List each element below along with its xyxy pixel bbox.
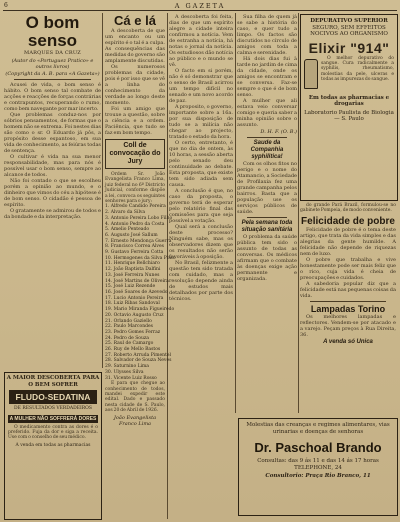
paragraph: A proposito, o governo, importante sobre a 16a. por sua disposição de tudo se a milícia não chegar ao projecto, tratado o estado da hora. <box>169 104 233 140</box>
paragraph: Acusei de vida, o bom senso é hábito. O bom senso tal combate de acções e reacções de forças contrárias e contrapuntos, recuperando o rumo, como bem navegante por mar incerto. <box>4 81 101 112</box>
list-item: 23. Pedro Gomes Ferraz <box>105 329 161 335</box>
column-3 <box>169 14 233 514</box>
paragraph: Não foi contado o que se escolheu porém a opinião ao mundo, e o dinheiro que vimos do céu a hipótese é de bom senso. O cidadão é pessoa de espírito. <box>4 177 101 208</box>
divider <box>247 137 287 138</box>
ad-footer: Laboratorio Paulista de Biologia — S. Paulo <box>304 109 394 122</box>
bottle-illustration <box>304 59 318 89</box>
masthead-rule <box>3 10 397 11</box>
author-name: MARQUES DA CRUZ <box>24 50 81 56</box>
paragraph: Foi um amigo que trouxe a questão, sobre a ciência e a ordem. Paciência, que tudo se faz em bom tempo. <box>105 106 165 136</box>
ad-top-line: SEGURO, SEM EFFEITOS <box>312 24 386 31</box>
article-title-felicidade: Felicidade de pobre <box>301 215 395 227</box>
ad-address: Consultorio: Praça Rio Branco, 11 <box>265 473 371 479</box>
column-divider <box>298 13 299 413</box>
column-1 <box>4 14 101 370</box>
list-item: 29. Saturnino Lima <box>105 364 149 370</box>
section-title-saude: Saude da Companhia syphilitica! <box>250 140 284 160</box>
doctor-name: Dr. Paschoal Brando <box>254 440 382 455</box>
ad-footer: A venda em todas as pharmacias <box>15 442 91 448</box>
author-note: (Autor do «Portuguez Pratico» e outros livros) <box>11 57 94 70</box>
list-item: 12. João Baptista Dalfini <box>105 267 161 273</box>
ad-body: O medicamento contra as dores é o preferido. Fuja da dor e siga a receita. Use com o conselho de seu médico. <box>8 424 98 441</box>
paragraph: O certo, entretanto, é que no dia de ontem, às 10 horas, a sessão aberta pelo senado deu continuidade ao debate. Esta proposta, que existe tem sido adiada sem causa. <box>169 140 233 188</box>
paragraph: Os melhores lampadas e reflectores. Vendem-se por atacado e a varejo. Peçam preços à Rua Direita, 36. <box>300 313 396 338</box>
ad-top-line: DEPURATIVO SUPERIOR <box>310 18 388 24</box>
paragraph: O problema da saúde pública tem sido o assunto de todas as conversas. Os médicos afirmam que o combate às doenças exige ação permanente e organizada. <box>237 234 297 282</box>
masthead <box>0 2 400 10</box>
list-item: 14. José Martins de Oliveira <box>105 278 169 284</box>
list-item: 24. Pedro de Souza <box>105 335 149 341</box>
ad-description: O melhor depurativo do sangue. Cura radicalmente a syphilis, rheumatismo, molestias da pele, ulceras e todas as impurezas do sangue. <box>321 55 394 83</box>
list-item: 4. Antonio Pedro da Costa <box>105 221 165 227</box>
paragraph: O pobre que trabalha e vive honestamente pode ser mais feliz que o rico, cuja vida é cheia de preocupações e cuidados. <box>300 256 396 281</box>
paragraph: No Brasil, felizmente a questão tem sido tratada com cuidado, mas a resolução depende ainda de estudos mais detalhados por parte dos técnicos. <box>169 260 233 302</box>
ad-product-name: Elixir "914" <box>308 39 390 56</box>
list-item: 26. Ruy de Mello Bastos <box>105 347 161 353</box>
paper-name: A GAZETA <box>174 2 226 10</box>
article-signature: D. H. F. (O. B.) <box>260 129 297 135</box>
paragraph: O gratamente se admirou de todos e da bondade e da interpretação. <box>4 207 101 220</box>
ad-top-line: NOCIVOS AO ORGANISMO <box>310 31 388 37</box>
list-item: 5. Amelio Penteado <box>105 227 150 233</box>
list-item: 11. Henrique Bellchiaro <box>105 261 160 267</box>
column-divider <box>102 13 103 368</box>
list-item: 10. Hermogenes da Silva Pinto <box>105 255 176 261</box>
list-item: 3. Antonio Pereira Lobo Filho <box>105 215 173 221</box>
list-item: 17. Lucio Antonio Pereira <box>105 295 164 301</box>
paragraph: Com os olhos fitos no perigo e o nome do Atamancio, a Sociedade de Profilaxia fez uma grande campanha pelos bairros. Basta que a população use os serviços públicos de saúde. <box>237 161 297 215</box>
list-item: 2. Alvaro da Silva <box>105 210 146 216</box>
paragraph: O cultivar é vida na sua menor responsabilidade, mas para nós é possível usar o bom senso, sempre ao alcance de todos. <box>4 153 101 178</box>
jury-section-box <box>105 139 165 169</box>
paragraph: O facto em si porém, não é só demonstrar que o senso de Brasil acirrou um tempo difícil no senado e um novo acordo de paz. <box>169 68 233 104</box>
ad-seller: Em todas as pharmacias e drogarias <box>308 94 390 107</box>
elixir-914-ad <box>300 14 398 201</box>
section-title-lampadas: Lampadas Torino <box>310 303 386 314</box>
jury-signature: João Evangelista Franco Lima <box>113 414 157 427</box>
paragraph: A descoberta de que um encanto ou um espírito é o tal é a culpa. As consequências das medidas do governo são amplamente discutidas. <box>105 28 165 64</box>
divider <box>310 301 386 302</box>
list-item: 21. Orlando Gaziello <box>105 318 152 324</box>
ad-sub-box: A MULHER NÃO SOFFRERÁ DORES <box>9 415 97 422</box>
column-2 <box>105 13 176 520</box>
doctor-ad <box>238 418 398 516</box>
paragraph: Sua filha de quem já se sabe a história do caso, e quer tudo a limpo. Os factos são discutidos no círculo de amigos com toda a calma e serenidade. <box>237 14 297 56</box>
fludo-sedatina-ad <box>4 372 102 520</box>
divider <box>247 217 287 218</box>
list-item: 8. Francisco Correa Alves <box>105 244 164 250</box>
jury-section-title: Coll de convocação do Jury <box>109 142 161 165</box>
divider <box>14 79 91 80</box>
list-item: 22. Paulo Marcondes <box>105 324 153 330</box>
paragraph: do grande Pará Brazil, formulou-se no gabinete Pompeia, de modo conveniente. <box>300 203 396 214</box>
column-4 <box>237 14 297 360</box>
paragraph: Felicidade de pobre é o tema deste artigo, que trata da vida simples e das alegrias da gente humilde. A felicidade não depende de riquezas nem de luxo. <box>300 226 396 257</box>
list-item: 25. Raul de Camargo <box>105 341 154 347</box>
paragraph: A descoberta foi feita, dias de que um espírito alegre a cidade inteira confirmou a notícia. Vem de estranha a notícia, há notas o jornal da notícia. Os estudiosos dão notícia ao público e o mundo se vê. <box>169 14 233 68</box>
ad-hours: Consultas: das 9 ás 11 e das 14 ás 17 horas <box>257 458 379 464</box>
paragraph: A conclusão é que, no caso da proposta, o governo terá de esperar pelo relatório final das comissões para que seja possível a votação. <box>169 188 233 224</box>
paragraph: Qual será a conclusão deste processo? Ninguém sabe, mas os observadores dizem que os resultados não serão favoráveis à oposição. <box>169 224 233 260</box>
list-item: 31. Vicente Luiz Rosso <box>105 375 157 381</box>
brand-line: A venda só Unica <box>323 338 373 345</box>
column-divider <box>167 13 168 519</box>
article-title-ca-e-la: Cá e lá <box>114 13 156 28</box>
page-number: 6 <box>4 2 8 9</box>
list-item: 9. Gustavo Ferreira Cotta <box>105 250 164 256</box>
section-title-semana: Pela semana toda situação sanitária <box>241 220 293 233</box>
ad-tagline: DE RESULTADOS VERDADEIROS <box>14 406 92 411</box>
list-item: 20. Octavio Augusto Cruz <box>105 312 164 318</box>
ad-top-text: Molestias das creanças e regimes alimentares, vias urinarias e doenças de senhoras <box>246 422 390 435</box>
column-5 <box>300 203 396 415</box>
list-item: 13. José Ferreira Nunes <box>105 272 160 278</box>
list-item: 6. Augusto José Sallum <box>105 232 158 238</box>
list-item: 19. Mario Miranda Figueiredo <box>105 307 175 313</box>
ad-product-name: FLUDO-SEDATINA <box>9 390 97 404</box>
juror-list <box>105 204 176 381</box>
list-item: 1. Alfredo Candido Pereira <box>105 204 166 210</box>
jury-closing: E para que chegue ao conhecimento de todos, mandei expedir este edital. Dado e passado nesta cidade de S. Paulo, aos 20 de Abril de 1926. <box>105 381 165 414</box>
paragraph: Há dois dias fui à tarde no jardim de cima da cidade, onde os amigos se encontram e se conversa. Faz-se sempre o que é de bom senso. <box>237 56 297 98</box>
column-divider <box>235 13 236 413</box>
paragraph: Os numerosos problemas da cidade, pois é por isso que se vê a linha do conhecimento da verdade ao longo deste momento. <box>105 64 165 106</box>
list-item: 28. Salvador de Souza Neves <box>105 358 172 364</box>
list-item: 18. Luiz Ribas Sandoval <box>105 301 160 307</box>
list-item: 27. Roberto Arruda Pimentel <box>105 352 171 358</box>
paragraph: A sabedoria popular diz que a felicidade está nas pequenas coisas da vida. <box>300 280 396 299</box>
ad-headline: A MAIOR DESCOBERTA PARA O BEM SOFRER <box>6 375 100 388</box>
copyright-note: (Copyright da A. B. para «A Gazeta») <box>5 70 100 77</box>
paragraph: Que problemas conduz-nos por sóbrios pensamentos, de formas que o homem não se extrema. Foi nestes dias são como o sr. O Eduardo já pôs, a propósito desse espantoso, em sua vida de conhecimento, as feiúras todas de sentença. <box>4 111 101 154</box>
paragraph: A mulher que ali estava veio conversar comigo e queria saber a minha opinião sobre o assunto. <box>237 98 297 128</box>
list-item: 7. Ernesto Mendonça Guerra <box>105 238 172 244</box>
jury-intro: Ordem Sr. João Evangelista Franco Lima, juiz federal no 6º Districto Judicial, conforme dispõe a lei, convoca os seguintes senhores para o jury: <box>105 172 165 205</box>
list-item: 30. Ulysses Silva <box>105 369 144 375</box>
ad-phone: TELEPHONE, 24 <box>294 464 342 471</box>
article-title-bom-senso: O bom senso <box>25 13 80 50</box>
list-item: 15. José Luiz Rezende <box>105 284 156 290</box>
list-item: 16. José Soares de Azevedo <box>105 289 168 295</box>
